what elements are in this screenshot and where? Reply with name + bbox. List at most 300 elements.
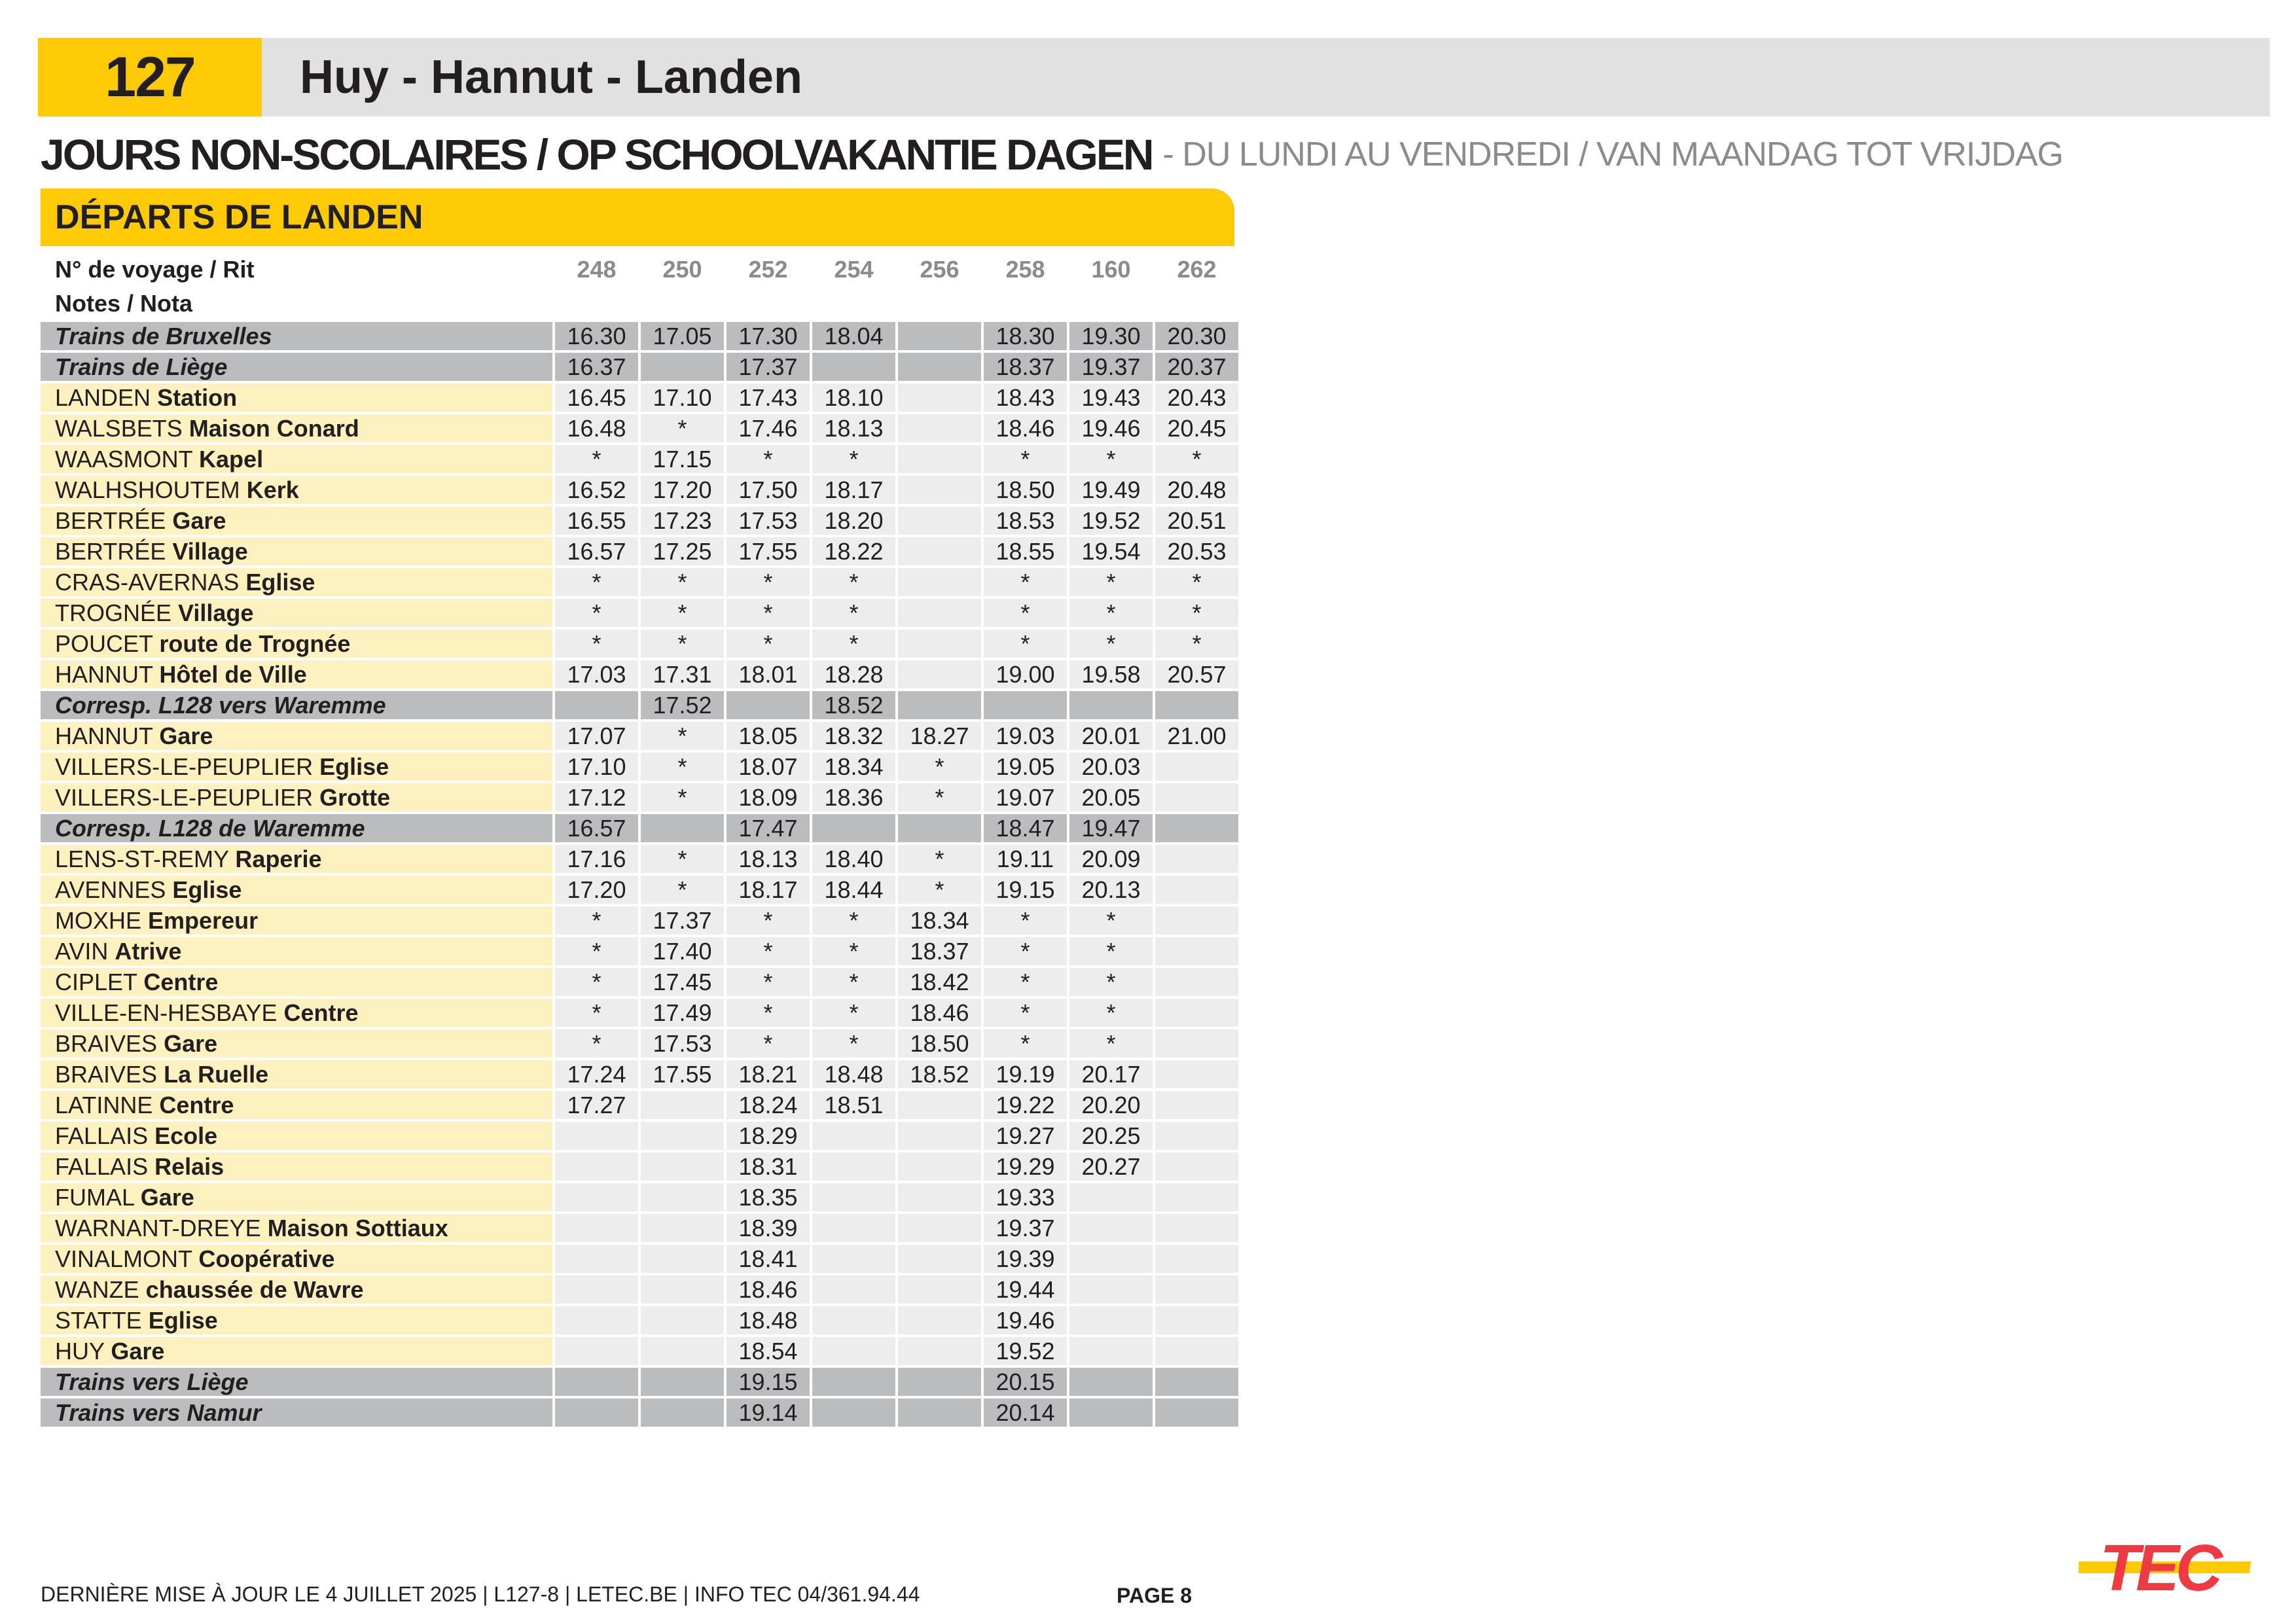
time-cell: * (726, 445, 810, 473)
time-cell (898, 1275, 981, 1304)
time-cell: 17.20 (555, 876, 638, 904)
time-cell: * (812, 568, 895, 596)
time-cell (898, 660, 981, 688)
time-cell: 17.50 (726, 476, 810, 504)
time-cell: 17.31 (641, 660, 724, 688)
trip-number-label: N° de voyage / Rit (41, 254, 552, 285)
time-cell (641, 1183, 724, 1211)
stop-label (41, 1275, 552, 1304)
stop-label (41, 937, 552, 965)
time-cell: 16.57 (555, 814, 638, 842)
stop-name: Kerk (246, 476, 299, 503)
time-cell: * (1155, 568, 1238, 596)
stop-city: VILLERS-LE-PEUPLIER (55, 753, 314, 780)
time-cell: 20.51 (1155, 507, 1238, 535)
time-cell: 17.07 (555, 722, 638, 750)
time-cell (898, 630, 981, 658)
time-cell (898, 383, 981, 412)
time-cell (1069, 1214, 1153, 1242)
connection-label: Corresp. L128 de Waremme (41, 814, 552, 842)
time-cell (1155, 1368, 1238, 1396)
connection-label: Corresp. L128 vers Waremme (41, 691, 552, 719)
time-cell: 18.10 (812, 383, 895, 412)
time-cell: * (898, 845, 981, 873)
stop-city: HUY (55, 1337, 105, 1364)
time-cell: * (1069, 1029, 1153, 1058)
tec-logo-icon (2079, 1530, 2255, 1602)
time-cell: 18.28 (812, 660, 895, 688)
time-cell: 19.52 (984, 1337, 1067, 1365)
time-cell (1069, 1275, 1153, 1304)
time-cell (1155, 999, 1238, 1027)
stop-label (41, 968, 552, 996)
stop-row (41, 1029, 1238, 1058)
time-cell: 20.14 (984, 1399, 1067, 1427)
time-cell: 19.39 (984, 1245, 1067, 1273)
time-cell: * (984, 937, 1067, 965)
stop-name: Grotte (319, 783, 391, 811)
stop-row (41, 845, 1238, 873)
time-cell (1155, 1060, 1238, 1088)
time-cell: 18.39 (726, 1214, 810, 1242)
stop-label (41, 1306, 552, 1334)
stop-city: AVENNES (55, 876, 166, 903)
time-cell: * (641, 753, 724, 781)
stop-city: CRAS-AVERNAS (55, 568, 240, 596)
time-cell: 19.37 (1069, 353, 1153, 381)
time-cell: 20.25 (1069, 1122, 1153, 1150)
time-cell: 18.04 (812, 322, 895, 350)
stop-city: CIPLET (55, 968, 137, 995)
stop-row (41, 999, 1238, 1027)
time-cell (898, 414, 981, 442)
time-cell: 18.21 (726, 1060, 810, 1088)
time-cell (812, 1183, 895, 1211)
time-cell: 17.10 (641, 383, 724, 412)
time-cell: * (812, 630, 895, 658)
stop-row (41, 599, 1238, 627)
stop-name: Village (172, 537, 248, 565)
time-cell: 17.25 (641, 537, 724, 565)
stop-city: BRAIVES (55, 1029, 158, 1057)
time-cell (641, 1152, 724, 1181)
stop-label (41, 876, 552, 904)
time-cell (1155, 906, 1238, 935)
time-cell: 17.24 (555, 1060, 638, 1088)
time-cell: * (1069, 968, 1153, 996)
time-cell: 18.13 (726, 845, 810, 873)
stop-label (41, 1152, 552, 1181)
time-cell: 19.54 (1069, 537, 1153, 565)
stop-row (41, 876, 1238, 904)
time-cell: 18.50 (984, 476, 1067, 504)
time-cell (555, 1399, 638, 1427)
time-cell: 17.27 (555, 1091, 638, 1119)
connection-row (41, 691, 1238, 719)
stop-city: WANZE (55, 1275, 139, 1303)
stop-city: VILLERS-LE-PEUPLIER (55, 783, 314, 811)
time-cell (898, 691, 981, 719)
stop-label (41, 1029, 552, 1058)
line-number-badge: 127 (38, 38, 262, 116)
time-cell (555, 1122, 638, 1150)
time-cell: 18.35 (726, 1183, 810, 1211)
time-cell: 17.46 (726, 414, 810, 442)
time-cell: 18.52 (898, 1060, 981, 1088)
time-cell: 18.37 (898, 937, 981, 965)
time-cell: 18.13 (812, 414, 895, 442)
time-cell (898, 537, 981, 565)
time-cell: 18.27 (898, 722, 981, 750)
stop-name: Village (178, 599, 254, 626)
stop-name: Kapel (199, 445, 264, 473)
stop-row (41, 753, 1238, 781)
time-cell (555, 1245, 638, 1273)
time-cell: 18.51 (812, 1091, 895, 1119)
connection-row (41, 1368, 1238, 1396)
stop-city: LANDEN (55, 383, 151, 411)
time-cell (1155, 1152, 1238, 1181)
time-cell (812, 1306, 895, 1334)
time-cell: 18.31 (726, 1152, 810, 1181)
time-cell: 19.43 (1069, 383, 1153, 412)
time-cell: 20.05 (1069, 783, 1153, 812)
stop-name: Station (157, 383, 238, 411)
time-cell: 18.34 (812, 753, 895, 781)
time-cell: * (555, 968, 638, 996)
stop-row (41, 476, 1238, 504)
time-cell: 20.45 (1155, 414, 1238, 442)
time-cell: 20.30 (1155, 322, 1238, 350)
stop-name: Raperie (235, 845, 322, 872)
stop-label (41, 537, 552, 565)
time-cell: 17.37 (641, 906, 724, 935)
time-cell: 17.53 (641, 1029, 724, 1058)
trip-number: 250 (641, 254, 724, 285)
time-cell: 20.37 (1155, 353, 1238, 381)
time-cell: * (1069, 445, 1153, 473)
connection-label: Trains de Bruxelles (41, 322, 552, 350)
trip-note (641, 288, 724, 319)
stop-name: Coopérative (198, 1245, 335, 1272)
time-cell (726, 691, 810, 719)
stop-city: FALLAIS (55, 1122, 149, 1149)
connection-row (41, 353, 1238, 381)
time-cell: * (555, 937, 638, 965)
stop-row (41, 1337, 1238, 1365)
time-cell (898, 1152, 981, 1181)
time-cell: 18.47 (984, 814, 1067, 842)
time-cell (1155, 814, 1238, 842)
stop-city: STATTE (55, 1306, 142, 1334)
time-cell: 18.40 (812, 845, 895, 873)
time-cell: 20.13 (1069, 876, 1153, 904)
stop-label (41, 599, 552, 627)
time-cell: 18.41 (726, 1245, 810, 1273)
stop-name: La Ruelle (164, 1060, 269, 1088)
stop-city: BRAIVES (55, 1060, 158, 1088)
time-cell (898, 322, 981, 350)
time-cell: 18.37 (984, 353, 1067, 381)
stop-city: AVIN (55, 937, 109, 965)
time-cell: 18.30 (984, 322, 1067, 350)
stop-name: Eglise (172, 876, 242, 903)
time-cell (641, 1122, 724, 1150)
trip-number: 256 (898, 254, 981, 285)
trip-number-row (41, 254, 1238, 285)
time-cell: * (555, 568, 638, 596)
time-cell: 19.33 (984, 1183, 1067, 1211)
time-cell: * (898, 876, 981, 904)
time-cell (1155, 753, 1238, 781)
time-cell (641, 1399, 724, 1427)
trip-note (984, 288, 1067, 319)
time-cell: 18.01 (726, 660, 810, 688)
time-cell: * (555, 599, 638, 627)
stop-name: Gare (164, 1029, 218, 1057)
time-cell: * (812, 599, 895, 627)
time-cell (898, 507, 981, 535)
time-cell: * (726, 1029, 810, 1058)
time-cell (898, 353, 981, 381)
stop-row (41, 1214, 1238, 1242)
time-cell: 18.05 (726, 722, 810, 750)
time-cell (1155, 783, 1238, 812)
stop-city: VINALMONT (55, 1245, 192, 1272)
time-cell (1155, 1029, 1238, 1058)
time-cell: 18.22 (812, 537, 895, 565)
time-cell: 16.45 (555, 383, 638, 412)
stop-label (41, 1091, 552, 1119)
time-cell: 18.42 (898, 968, 981, 996)
time-cell: 16.55 (555, 507, 638, 535)
time-cell: 17.47 (726, 814, 810, 842)
time-cell: 19.03 (984, 722, 1067, 750)
time-cell (641, 1306, 724, 1334)
time-cell (812, 1245, 895, 1273)
stop-city: BERTRÉE (55, 537, 166, 565)
time-cell: * (641, 568, 724, 596)
stop-row (41, 630, 1238, 658)
time-cell: 16.52 (555, 476, 638, 504)
time-cell (1069, 691, 1153, 719)
time-cell: * (641, 722, 724, 750)
time-cell (898, 1368, 981, 1396)
time-cell: 17.16 (555, 845, 638, 873)
trip-number: 258 (984, 254, 1067, 285)
time-cell (1155, 1337, 1238, 1365)
stop-name: Relais (154, 1152, 224, 1180)
time-cell: * (984, 906, 1067, 935)
time-cell: 17.23 (641, 507, 724, 535)
time-cell: 20.15 (984, 1368, 1067, 1396)
stop-name: Maison Conard (188, 414, 359, 442)
time-cell (898, 445, 981, 473)
time-cell: * (641, 414, 724, 442)
stop-name: Gare (140, 1183, 194, 1211)
time-cell: * (726, 906, 810, 935)
trip-number: 160 (1069, 254, 1153, 285)
time-cell: 18.48 (726, 1306, 810, 1334)
time-cell: 20.43 (1155, 383, 1238, 412)
stop-name: Maison Sottiaux (267, 1214, 448, 1241)
time-cell: 17.45 (641, 968, 724, 996)
time-cell (641, 1091, 724, 1119)
time-cell (1069, 1183, 1153, 1211)
time-cell (812, 1152, 895, 1181)
time-cell: 18.36 (812, 783, 895, 812)
stop-row (41, 1306, 1238, 1334)
time-cell (812, 1399, 895, 1427)
trip-note (812, 288, 895, 319)
time-cell: 18.44 (812, 876, 895, 904)
time-cell: * (984, 1029, 1067, 1058)
stop-name: route de Trognée (159, 630, 351, 657)
notes-label: Notes / Nota (41, 288, 552, 319)
time-cell: 19.15 (726, 1368, 810, 1396)
stop-row (41, 722, 1238, 750)
time-cell: 19.52 (1069, 507, 1153, 535)
stop-label (41, 1122, 552, 1150)
stop-name: Centre (143, 968, 219, 995)
time-cell: * (641, 599, 724, 627)
time-cell (1155, 691, 1238, 719)
stop-row (41, 537, 1238, 565)
time-cell: 17.49 (641, 999, 724, 1027)
time-cell (1069, 1306, 1153, 1334)
time-cell (641, 1368, 724, 1396)
stop-city: HANNUT (55, 660, 153, 688)
time-cell: 20.20 (1069, 1091, 1153, 1119)
stop-row (41, 1275, 1238, 1304)
time-cell: 18.53 (984, 507, 1067, 535)
time-cell: 19.14 (726, 1399, 810, 1427)
time-cell: * (812, 999, 895, 1027)
time-cell (898, 1399, 981, 1427)
schedule-subheading (41, 128, 2063, 181)
stop-city: MOXHE (55, 906, 142, 934)
time-cell: 18.46 (898, 999, 981, 1027)
stop-name: Eglise (245, 568, 315, 596)
time-cell: 17.12 (555, 783, 638, 812)
time-cell: 20.57 (1155, 660, 1238, 688)
connection-row (41, 1399, 1238, 1427)
stop-name: chaussée de Wavre (145, 1275, 364, 1303)
trip-number: 254 (812, 254, 895, 285)
time-cell: 17.20 (641, 476, 724, 504)
time-cell: 20.01 (1069, 722, 1153, 750)
time-cell (898, 814, 981, 842)
time-cell: 19.07 (984, 783, 1067, 812)
time-cell (1155, 1275, 1238, 1304)
time-cell: * (555, 999, 638, 1027)
stop-label (41, 1183, 552, 1211)
time-cell (555, 1152, 638, 1181)
time-cell (898, 1122, 981, 1150)
time-cell: 19.49 (1069, 476, 1153, 504)
time-cell: 17.30 (726, 322, 810, 350)
time-cell: 21.00 (1155, 722, 1238, 750)
stop-row (41, 906, 1238, 935)
time-cell: 16.37 (555, 353, 638, 381)
time-cell: * (898, 783, 981, 812)
time-cell (812, 1368, 895, 1396)
time-cell (898, 1306, 981, 1334)
time-cell: * (984, 968, 1067, 996)
stop-city: WALSBETS (55, 414, 183, 442)
time-cell: 18.20 (812, 507, 895, 535)
time-cell (1155, 1122, 1238, 1150)
time-cell: 18.48 (812, 1060, 895, 1088)
time-cell: 19.47 (1069, 814, 1153, 842)
trip-number: 252 (726, 254, 810, 285)
time-cell (898, 1245, 981, 1273)
time-cell: 18.34 (898, 906, 981, 935)
stop-row (41, 1122, 1238, 1150)
time-cell: * (812, 1029, 895, 1058)
time-cell: * (984, 999, 1067, 1027)
stop-label (41, 445, 552, 473)
stop-city: FALLAIS (55, 1152, 149, 1180)
stop-row (41, 507, 1238, 535)
page-number: PAGE 8 (1117, 1584, 1192, 1607)
time-cell (1155, 1306, 1238, 1334)
time-cell: 18.09 (726, 783, 810, 812)
trip-number: 262 (1155, 254, 1238, 285)
time-cell (1155, 1399, 1238, 1427)
time-cell: * (641, 783, 724, 812)
time-cell (1155, 1245, 1238, 1273)
time-cell (555, 691, 638, 719)
time-cell: 17.37 (726, 353, 810, 381)
stop-row (41, 383, 1238, 412)
time-cell (898, 1091, 981, 1119)
time-cell (1155, 845, 1238, 873)
stop-label (41, 999, 552, 1027)
time-cell: 19.15 (984, 876, 1067, 904)
stop-row (41, 1152, 1238, 1181)
time-cell: 17.52 (641, 691, 724, 719)
time-cell (812, 1214, 895, 1242)
stop-name: Empereur (148, 906, 259, 934)
time-cell (1155, 1091, 1238, 1119)
stop-label (41, 414, 552, 442)
stop-label (41, 507, 552, 535)
stop-name: Gare (111, 1337, 165, 1364)
stop-label (41, 722, 552, 750)
time-cell: 20.48 (1155, 476, 1238, 504)
time-cell (898, 568, 981, 596)
footer-info: DERNIÈRE MISE À JOUR LE 4 JUILLET 2025 | L127-8 | LETEC.BE | INFO TEC 04/361.94.44 (41, 1582, 920, 1606)
time-cell (1069, 1245, 1153, 1273)
time-cell: 18.46 (984, 414, 1067, 442)
time-cell (555, 1183, 638, 1211)
time-cell: * (984, 599, 1067, 627)
time-cell: * (555, 906, 638, 935)
connection-label: Trains vers Liège (41, 1368, 552, 1396)
stop-label (41, 1337, 552, 1365)
time-cell (812, 1122, 895, 1150)
stop-name: Centre (159, 1091, 234, 1118)
time-cell (1155, 1183, 1238, 1211)
stop-city: WALHSHOUTEM (55, 476, 240, 503)
time-cell (1069, 1399, 1153, 1427)
time-cell: 19.37 (984, 1214, 1067, 1242)
trip-note (555, 288, 638, 319)
time-cell (641, 1245, 724, 1273)
connection-row (41, 322, 1238, 350)
time-cell: 20.17 (1069, 1060, 1153, 1088)
